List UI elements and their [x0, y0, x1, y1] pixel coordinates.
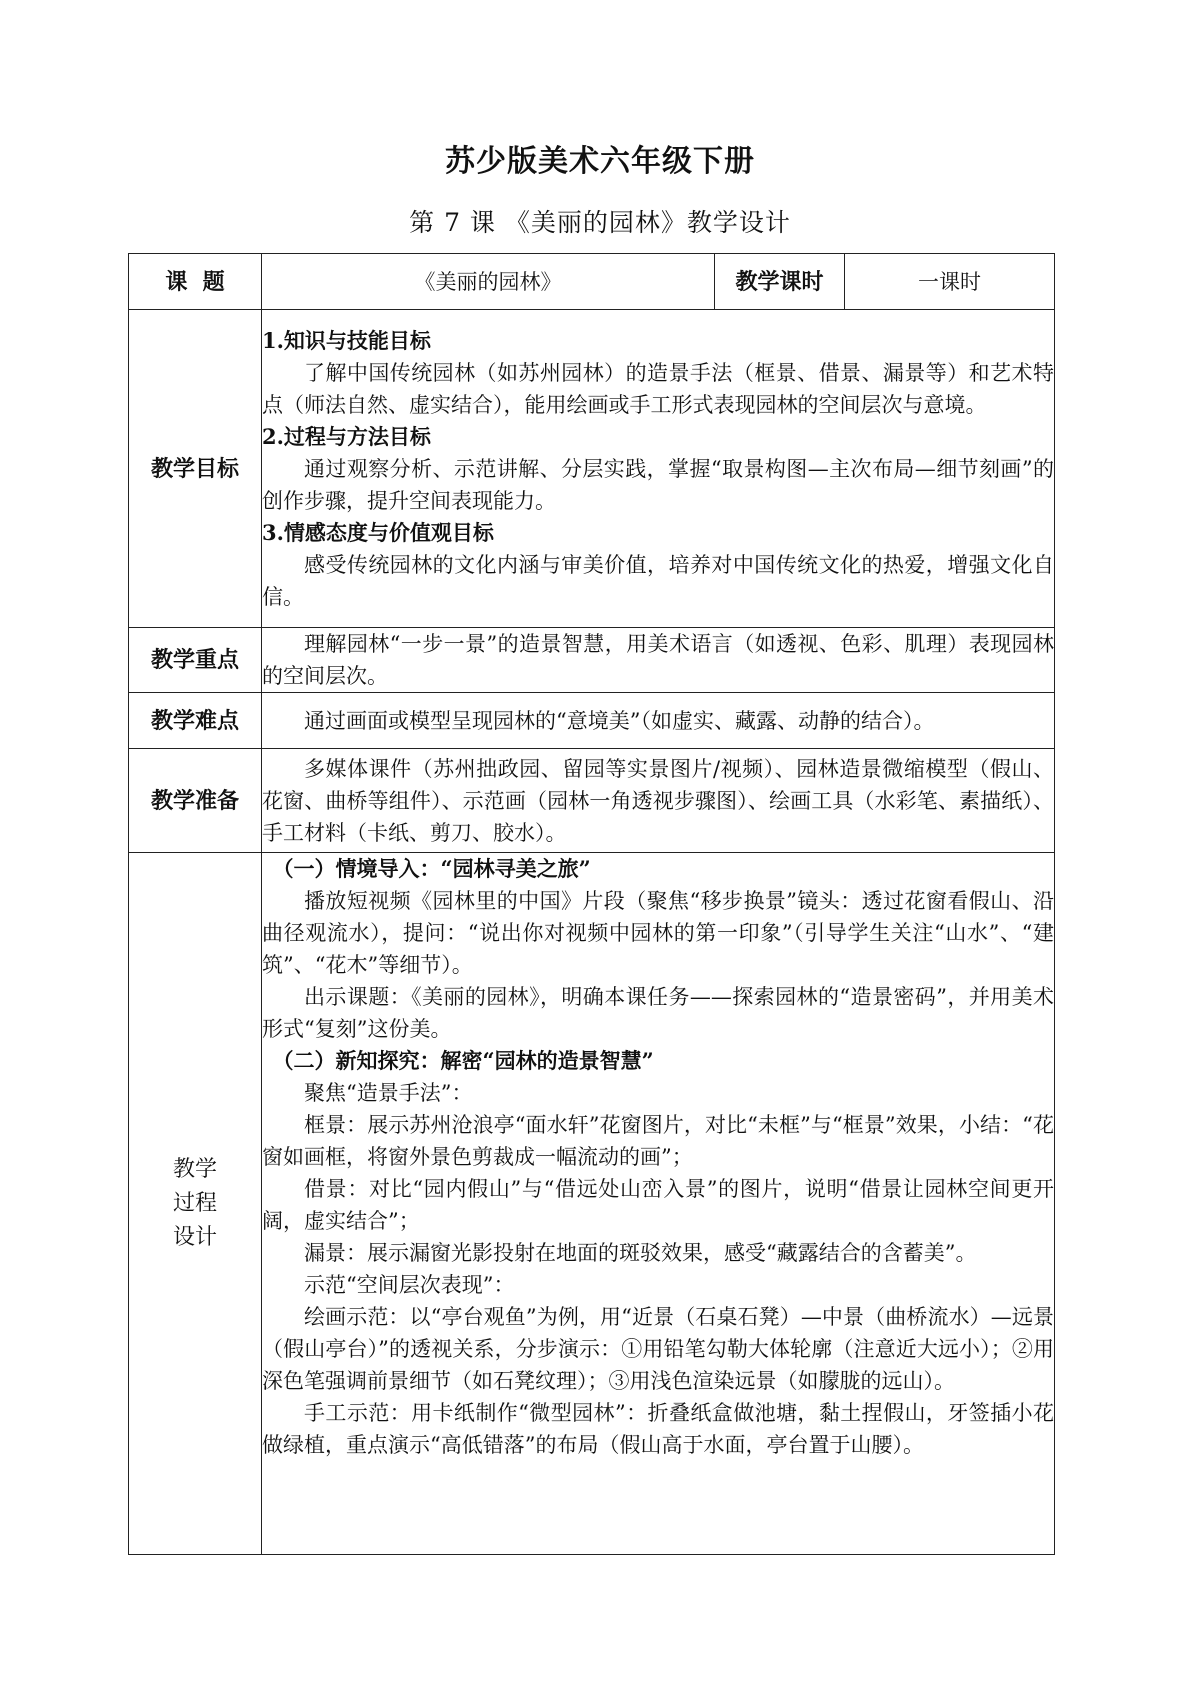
- topic-label: 课 题: [129, 254, 262, 310]
- lesson-plan-table: [128, 253, 1055, 1555]
- process-paragraph: 框景：展示苏州沧浪亭“面水轩”花窗图片，对比“未框”与“框景”效果，小结：“花窗如画框，将窗外景色剪裁成一幅流动的画”；: [262, 1113, 1054, 1169]
- process-paragraph: 漏景：展示漏窗光影投射在地面的斑驳效果，感受“藏露结合的含蓄美”。: [304, 1241, 977, 1265]
- document-title: 苏少版美术六年级下册: [445, 144, 755, 179]
- objective-heading: 2.过程与方法目标: [262, 423, 431, 449]
- process-paragraph: 聚焦“造景手法”：: [304, 1081, 473, 1105]
- section-heading: （二）新知探究：解密“园林的造景智慧”: [272, 1048, 654, 1073]
- process-paragraph: 手工示范：用卡纸制作“微型园林”：折叠纸盒做池塘，黏土捏假山，牙签插小花做绿植，重点演示“高低错落”的布局（假山高于水面，亭台置于山腰）。: [262, 1401, 1054, 1457]
- process-label-line: 设计: [172, 1224, 217, 1250]
- preparation-label: 教学准备: [129, 749, 262, 853]
- difficulty-row: [129, 693, 1055, 749]
- topic-row: [129, 254, 1055, 310]
- topic-value: 《美丽的园林》: [262, 254, 715, 310]
- key-point-row: [129, 628, 1055, 693]
- preparation-text: 多媒体课件（苏州拙政园、留园等实景图片/视频）、园林造景微缩模型（假山、花窗、曲桥等组件）、示范画（园林一角透视步骤图）、绘画工具（水彩笔、素描纸）、手工材料（卡纸、剪刀、胶水）。: [262, 756, 1054, 845]
- objective-heading: 1.知识与技能目标: [262, 327, 431, 353]
- objective-text: 通过观察分析、示范讲解、分层实践，掌握“取景构图—主次布局—细节刻画”的创作步骤，提升空间表现能力。: [262, 456, 1054, 513]
- objectives-row: [129, 310, 1055, 628]
- difficulty-text: 通过画面或模型呈现园林的“意境美”（如虚实、藏露、动静的结合）。: [304, 708, 935, 733]
- process-content: [262, 853, 1055, 1555]
- process-label-line: 过程: [172, 1190, 217, 1216]
- process-paragraph: 播放短视频《园林里的中国》片段（聚焦“移步换景”镜头：透过花窗看假山、沿曲径观流水），提问：“说出你对视频中园林的第一印象”（引导学生关注“山水”、“建筑”、“花木”等细节）。: [262, 889, 1054, 977]
- difficulty-label: 教学难点: [129, 693, 262, 749]
- document-subtitle: 第 7 课 《美丽的园林》教学设计: [409, 208, 791, 237]
- hours-value: 一课时: [845, 254, 1055, 310]
- process-label: [129, 853, 262, 1555]
- key-point-text: 理解园林“一步一景”的造景智慧，用美术语言（如透视、色彩、肌理）表现园林的空间层次。: [262, 632, 1054, 688]
- objectives-label: 教学目标: [129, 310, 262, 628]
- process-paragraph: 绘画示范：以“亭台观鱼”为例，用“近景（石桌石凳）—中景（曲桥流水）—远景（假山亭台）”的透视关系，分步演示：①用铅笔勾勒大体轮廓（注意近大远小）；②用深色笔强调前景细节（如石凳纹理）；③用浅色渲染远景（如朦胧的远山）。: [262, 1305, 1054, 1393]
- process-paragraph: 借景：对比“园内假山”与“借远处山峦入景”的图片，说明“借景让园林空间更开阔，虚实结合”；: [262, 1177, 1054, 1233]
- difficulty-content: [262, 693, 1055, 749]
- objective-text: 感受传统园林的文化内涵与审美价值，培养对中国传统文化的热爱，增强文化自信。: [262, 552, 1054, 609]
- preparation-row: [129, 749, 1055, 853]
- section-heading: （一）情境导入：“园林寻美之旅”: [272, 856, 591, 881]
- objectives-content: [262, 310, 1055, 628]
- process-label-line: 教学: [172, 1156, 217, 1182]
- process-paragraph: 示范“空间层次表现”：: [304, 1273, 515, 1297]
- key-point-label: 教学重点: [129, 628, 262, 693]
- key-point-content: [262, 628, 1055, 693]
- process-row: [129, 853, 1055, 1555]
- process-paragraph: 出示课题：《美丽的园林》，明确本课任务——探索园林的“造景密码”，并用美术形式“复刻”这份美。: [262, 985, 1054, 1041]
- objective-heading: 3.情感态度与价值观目标: [262, 519, 494, 545]
- hours-label: 教学课时: [715, 254, 845, 310]
- objective-text: 了解中国传统园林（如苏州园林）的造景手法（框景、借景、漏景等）和艺术特点（师法自然、虚实结合），能用绘画或手工形式表现园林的空间层次与意境。: [262, 360, 1054, 417]
- preparation-content: [262, 749, 1055, 853]
